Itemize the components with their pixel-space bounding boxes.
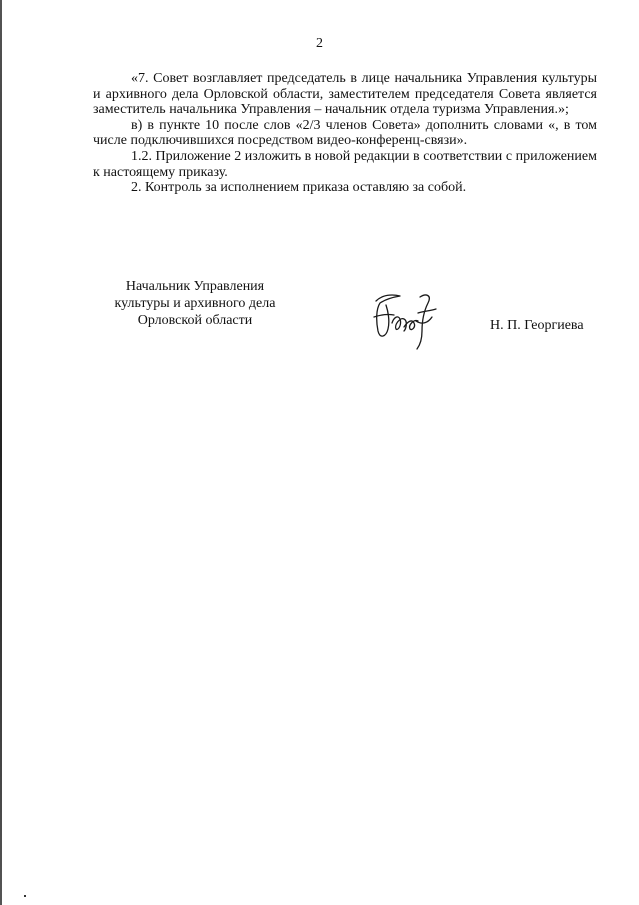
signatory-title-line: культуры и архивного дела [114, 296, 276, 311]
signatory-name: Н. П. Георгиева [490, 318, 584, 333]
scan-edge [0, 0, 2, 905]
signatory-title [95, 278, 295, 329]
paragraph-item-10: в) в пункте 10 после слов «2/3 членов Совета» дополнить словами «, в том числе подключившихся посредством видео-конференц-связи». [93, 117, 597, 149]
signatory-title-line: Орловской области [137, 313, 253, 328]
page-number: 2 [316, 36, 323, 51]
document-body [93, 71, 597, 196]
handwritten-signature-icon [370, 287, 442, 351]
scan-speck [24, 895, 26, 897]
paragraph-appendix-2: 1.2. Приложение 2 изложить в новой редакции в соответствии с приложением к настоящему приказу. [93, 148, 597, 180]
paragraph-council-chair: «7. Совет возглавляет председатель в лице начальника Управления культуры и архивного дела Орловской области, заместителем председателя Совета является заместитель начальника Управления – начальник отдела туризма Управления.»; [93, 71, 597, 118]
paragraph-control: 2. Контроль за исполнением приказа оставляю за собой. [131, 180, 467, 196]
signatory-title-line: Начальник Управления [125, 279, 265, 294]
